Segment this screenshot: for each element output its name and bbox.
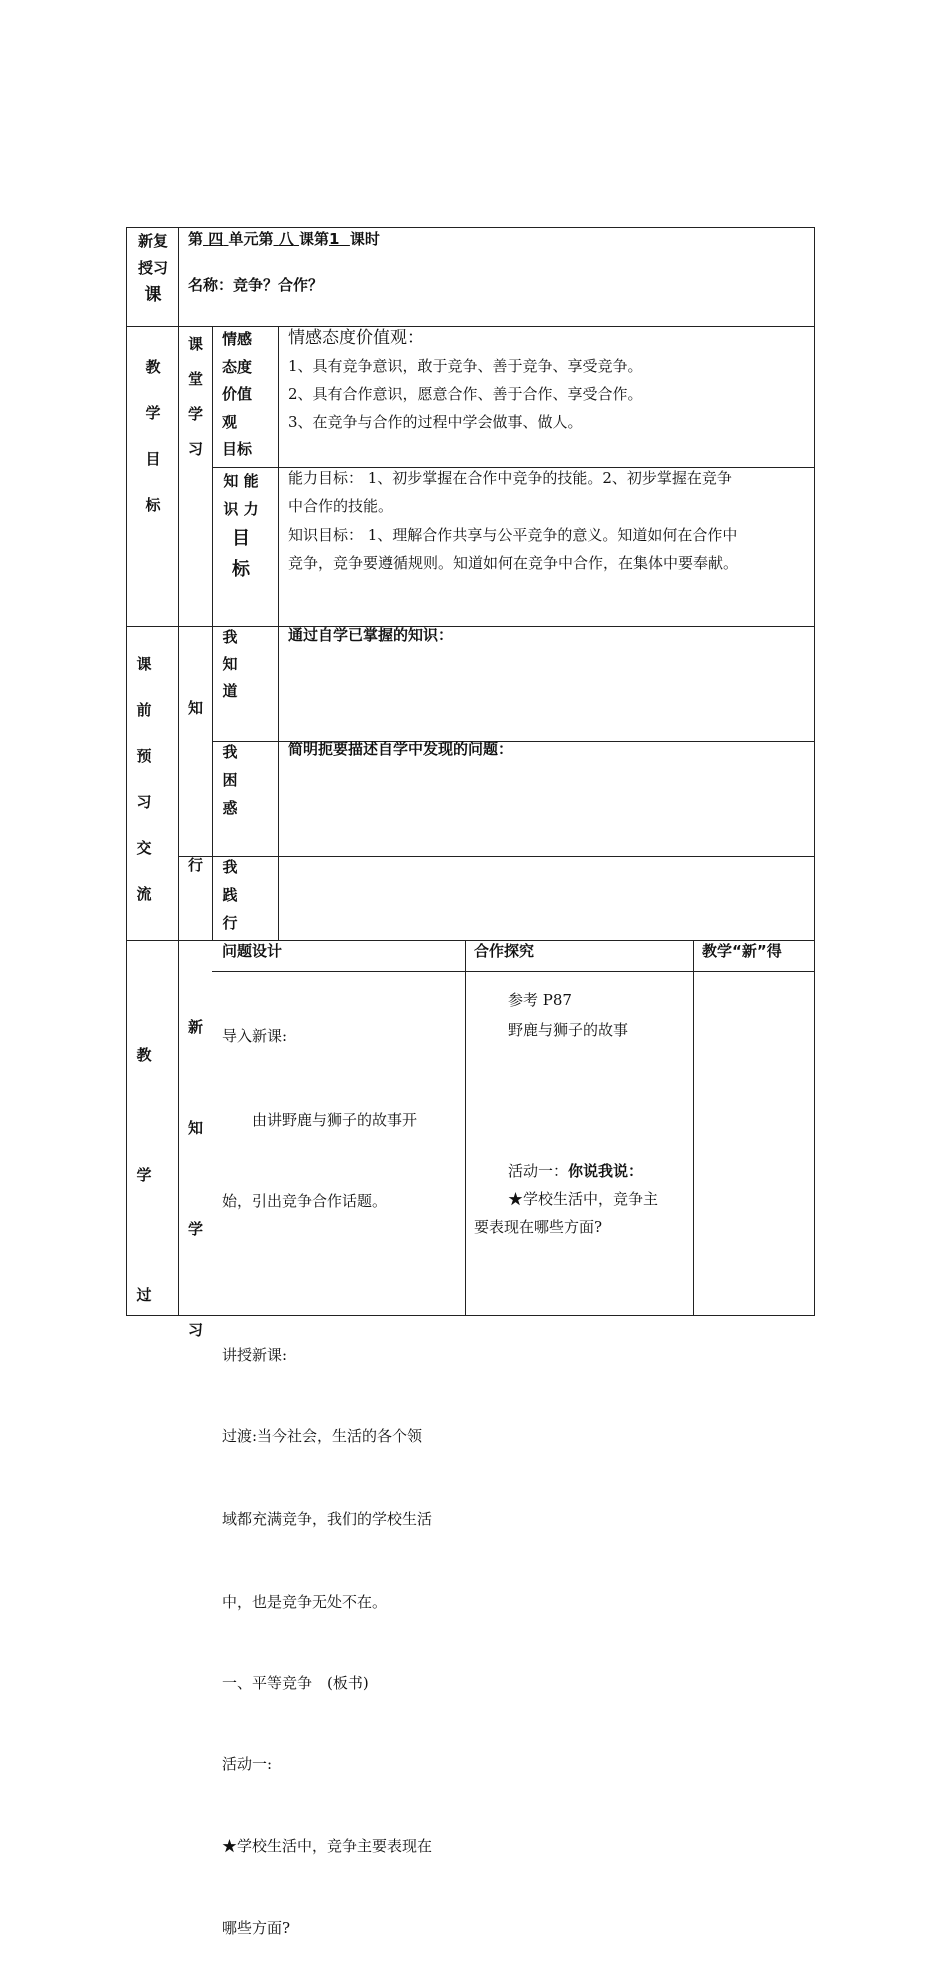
question-design-text: 导入新课: 由讲野鹿与狮子的故事开 始，引出竞争合作话题。 讲授新课: 过渡:当今社会，生活的各个领 域都充满竞争，我们的学校生活 中，也是竞争无处不在。 一、平等竞争 (板书) 活动一: ★学校生活中，竞争主要表现在 哪些方面? bbox=[222, 1027, 433, 1937]
explore-reference: 参考 P87 bbox=[508, 991, 572, 1009]
preview-zhi-label: 知 bbox=[187, 699, 203, 717]
knowledge-goal-line: 知识目标： 1、理解合作共享与公平竞争的意义。知道如何在合作中 bbox=[288, 526, 738, 544]
process-side-label: 教 学 过 bbox=[136, 1046, 152, 1304]
column-header-gains: 教学“新”得 bbox=[702, 942, 782, 960]
emotion-goal-item: 1、具有竞争意识，敢于竞争、善于竞争、享受竞争。 bbox=[288, 357, 643, 375]
column-header-design: 问题设计 bbox=[222, 942, 283, 960]
ability-knowledge-label: 知 能 识 力 目 标 bbox=[223, 472, 259, 580]
preview-xing-label: 行 bbox=[187, 856, 203, 874]
goals-side-label: 教 学 目 标 bbox=[145, 358, 161, 514]
lesson-name: 名称：竞争？合作？ bbox=[188, 276, 324, 294]
ability-goal-line: 中合作的技能。 bbox=[288, 497, 394, 515]
i-know-label: 我 知 道 bbox=[222, 628, 238, 700]
period-number: 1 bbox=[329, 230, 340, 248]
emotion-goal-title: 情感态度价值观： bbox=[288, 328, 424, 348]
emotion-goal-item: 3、在竞争与合作的过程中学会做事、做人。 bbox=[288, 413, 583, 431]
column-header-explore: 合作探究 bbox=[474, 942, 535, 960]
emotion-goal-item: 2、具有合作意识，愿意合作、善于合作、享受合作。 bbox=[288, 385, 643, 403]
unit-lesson-line: 第 四 单元第 八 课第1 课时 bbox=[188, 230, 380, 248]
lesson-number: 八 bbox=[278, 230, 294, 248]
lesson-type-label: 新复 授习 课 bbox=[137, 232, 168, 305]
explore-question: ★学校生活中，竞争主 bbox=[508, 1190, 659, 1208]
i-confused-label: 我 困 惑 bbox=[222, 743, 238, 817]
i-know-prompt: 通过自学已掌握的知识： bbox=[288, 626, 454, 644]
classroom-learning-label: 课 堂 学 习 bbox=[187, 335, 203, 458]
unit-number: 四 bbox=[208, 230, 224, 248]
explore-activity: 活动一：你说我说： bbox=[508, 1162, 644, 1180]
preview-side-label: 课 前 预 习 交 流 bbox=[136, 655, 152, 903]
i-practice-label: 我 践 行 bbox=[222, 858, 238, 932]
emotion-goal-label: 情感 态度 价值 观 目标 bbox=[222, 330, 253, 458]
explore-story: 野鹿与狮子的故事 bbox=[508, 1021, 629, 1039]
explore-question: 要表现在哪些方面? bbox=[474, 1218, 603, 1236]
ability-goal-line: 能力目标： 1、初步掌握在合作中竞争的技能。2、初步掌握在竞争 bbox=[288, 469, 732, 487]
new-knowledge-label: 新 知 学 习 bbox=[187, 1018, 203, 1339]
i-confused-prompt: 简明扼要描述自学中发现的问题： bbox=[288, 740, 514, 758]
knowledge-goal-line: 竞争，竞争要遵循规则。知道如何在竞争中合作，在集体中要奉献。 bbox=[288, 554, 739, 572]
